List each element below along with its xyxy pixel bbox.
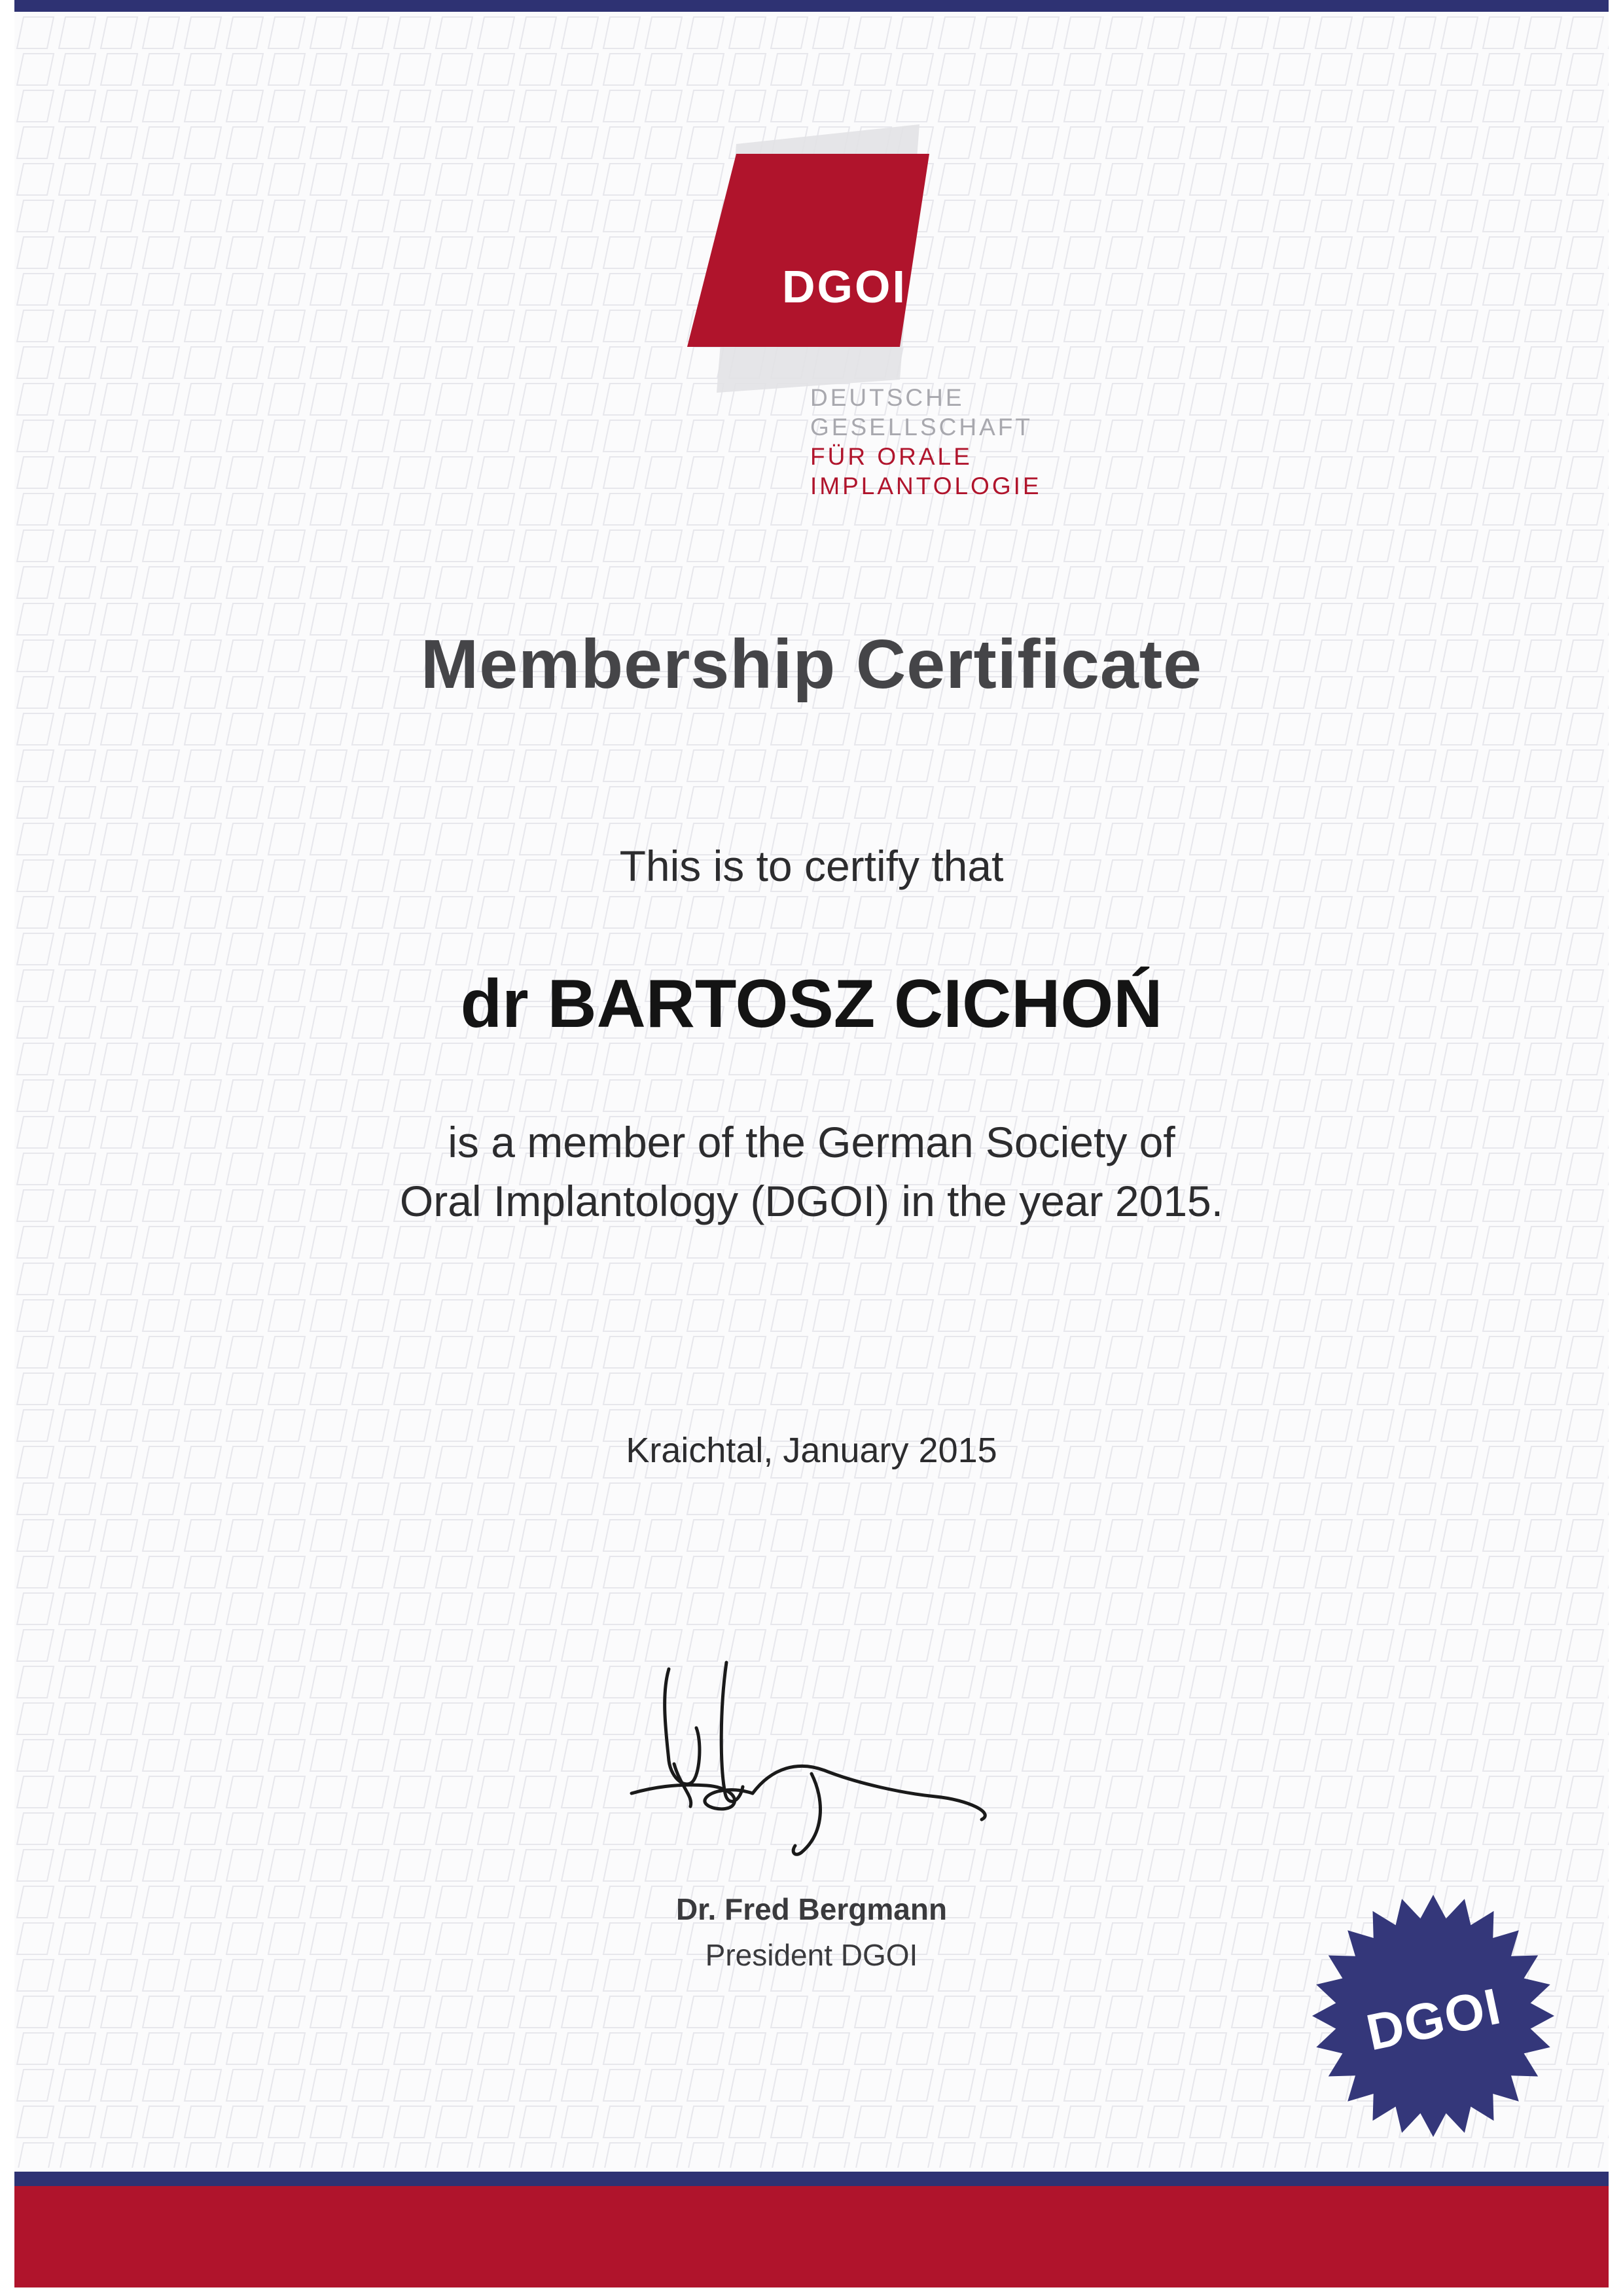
- org-name-line-3: FÜR ORALE: [810, 443, 972, 470]
- bottom-red-band: [14, 2186, 1609, 2287]
- signatory-role: President DGOI: [705, 1938, 918, 1972]
- bottom-navy-stripe: [14, 2172, 1609, 2186]
- seal-text: DGOI: [1361, 1977, 1507, 2062]
- org-name-line-1: DEUTSCHE: [810, 384, 965, 411]
- membership-statement: [0, 1113, 1623, 1230]
- org-name-line-2: GESELLSCHAFT: [810, 414, 1033, 440]
- bottom-paper-margin: [0, 2287, 1623, 2296]
- organization-name: [810, 383, 1137, 501]
- dgoi-seal-badge: [1309, 1892, 1558, 2140]
- signatory-name: Dr. Fred Bergmann: [675, 1892, 948, 1926]
- statement-line-1: is a member of the German Society of: [448, 1118, 1175, 1166]
- dgoi-logo: [668, 118, 969, 393]
- certify-intro: This is to certify that: [619, 842, 1004, 890]
- org-name-line-4: IMPLANTOLOGIE: [810, 473, 1042, 499]
- place-and-date: Kraichtal, January 2015: [626, 1431, 997, 1470]
- member-name: dr BARTOSZ CICHOŃ: [460, 966, 1163, 1042]
- logo-wordmark: DGOI: [782, 261, 907, 312]
- statement-line-2: Oral Implantology (DGOI) in the year 2015.: [399, 1177, 1224, 1225]
- top-navy-band: [0, 0, 1623, 12]
- president-signature: [628, 1656, 995, 1872]
- certificate-title: Membership Certificate: [420, 626, 1203, 703]
